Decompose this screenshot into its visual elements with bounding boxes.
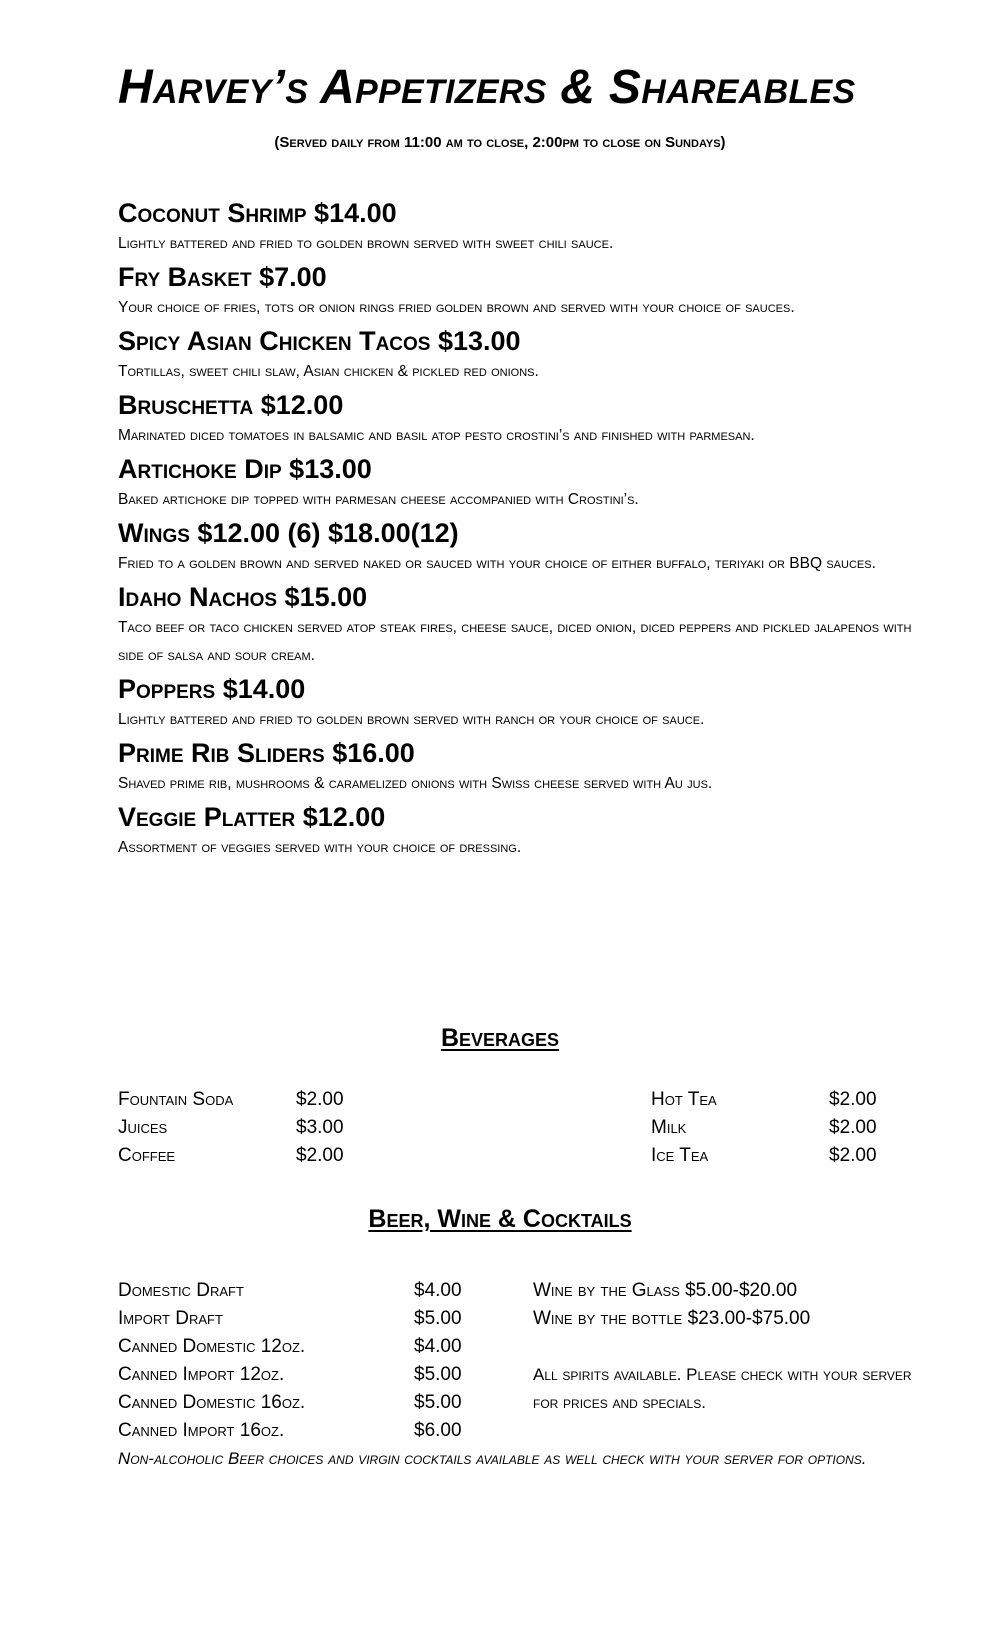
beverage-row bbox=[651, 1142, 877, 1170]
item-name: Poppers $14.00 bbox=[118, 674, 306, 704]
serving-hours: (Served daily from 11:00 am to close, 2:00pm to close on Sundays) bbox=[274, 134, 726, 151]
beverage-name: Coffee bbox=[118, 1145, 176, 1166]
beer-name: Canned Domestic 16oz. bbox=[118, 1392, 306, 1413]
beer-name: Import Draft bbox=[118, 1308, 223, 1329]
item-description: Shaved prime rib, mushrooms & caramelized onions with Swiss cheese served with Au jus. bbox=[118, 775, 713, 792]
beverages-heading bbox=[0, 1024, 1000, 1053]
bar-heading-text: Beer, Wine & Cocktails bbox=[368, 1205, 632, 1233]
item-name: Fry Basket $7.00 bbox=[118, 262, 327, 292]
item-name: Bruschetta $12.00 bbox=[118, 390, 344, 420]
appetizer-list bbox=[118, 196, 928, 864]
menu-title: Harvey’s Appetizers & Shareables bbox=[118, 61, 856, 114]
beverage-price: $2.00 bbox=[829, 1089, 877, 1110]
item-name: Veggie Platter $12.00 bbox=[118, 802, 386, 832]
beverage-name: Juices bbox=[118, 1117, 168, 1138]
beer-name: Canned Import 16oz. bbox=[118, 1420, 285, 1441]
beverages-left-column bbox=[118, 1086, 344, 1170]
beer-row bbox=[118, 1277, 462, 1305]
menu-item bbox=[118, 388, 928, 450]
beverage-row bbox=[118, 1114, 344, 1142]
beverage-price: $2.00 bbox=[829, 1145, 877, 1166]
non-alcoholic-note: Non-alcoholic Beer choices and virgin cocktails available as well check with your server for options. bbox=[118, 1449, 867, 1468]
item-name: Prime Rib Sliders $16.00 bbox=[118, 738, 415, 768]
item-description: Your choice of fries, tots or onion rings fried golden brown and served with your choice of sauces. bbox=[118, 299, 795, 316]
beer-list bbox=[118, 1277, 462, 1445]
beer-row bbox=[118, 1389, 462, 1417]
beverage-name: Hot Tea bbox=[651, 1089, 717, 1110]
item-description: Baked artichoke dip topped with parmesan cheese accompanied with Crostini’s. bbox=[118, 491, 639, 508]
menu-item bbox=[118, 196, 928, 258]
menu-item bbox=[118, 452, 928, 514]
beer-price: $5.00 bbox=[414, 1392, 462, 1413]
item-description: Assortment of veggies served with your choice of dressing. bbox=[118, 839, 522, 856]
beverages-heading-text: Beverages bbox=[440, 1024, 560, 1052]
menu-item bbox=[118, 324, 928, 386]
item-description: Tortillas, sweet chili slaw, Asian chicken & pickled red onions. bbox=[118, 363, 539, 380]
item-description: Lightly battered and fried to golden brown served with ranch or your choice of sauce. bbox=[118, 711, 705, 728]
bar-heading bbox=[0, 1205, 1000, 1234]
beverage-name: Ice Tea bbox=[651, 1145, 709, 1166]
beer-price: $5.00 bbox=[414, 1364, 462, 1385]
beer-row bbox=[118, 1417, 462, 1445]
beverage-row bbox=[118, 1086, 344, 1114]
menu-item bbox=[118, 736, 928, 798]
beverage-row bbox=[651, 1086, 877, 1114]
beverage-price: $3.00 bbox=[296, 1117, 344, 1138]
beverage-price: $2.00 bbox=[296, 1089, 344, 1110]
beverage-row bbox=[651, 1114, 877, 1142]
beverages-right-column bbox=[651, 1086, 877, 1170]
beer-price: $6.00 bbox=[414, 1420, 462, 1441]
beer-price: $5.00 bbox=[414, 1308, 462, 1329]
beer-name: Canned Import 12oz. bbox=[118, 1364, 285, 1385]
item-description: Marinated diced tomatoes in balsamic and basil atop pesto crostini’s and finished with parmesan. bbox=[118, 427, 755, 444]
menu-item bbox=[118, 580, 928, 670]
wine-by-bottle: Wine by the bottle $23.00-$75.00 bbox=[533, 1308, 811, 1329]
beverage-row bbox=[118, 1142, 344, 1170]
item-name: Wings $12.00 (6) $18.00(12) bbox=[118, 518, 459, 548]
beer-name: Canned Domestic 12oz. bbox=[118, 1336, 306, 1357]
item-name: Idaho Nachos $15.00 bbox=[118, 582, 368, 612]
beverage-name: Milk bbox=[651, 1117, 687, 1138]
menu-item bbox=[118, 800, 928, 862]
wine-list bbox=[533, 1277, 933, 1333]
beverage-name: Fountain Soda bbox=[118, 1089, 234, 1110]
menu-item bbox=[118, 516, 928, 578]
wine-by-glass: Wine by the Glass $5.00-$20.00 bbox=[533, 1280, 798, 1301]
beer-row bbox=[118, 1305, 462, 1333]
spirits-note: All spirits available. Please check with your server for prices and specials. bbox=[533, 1365, 912, 1412]
item-description: Lightly battered and fried to golden brown served with sweet chili sauce. bbox=[118, 235, 614, 252]
item-name: Spicy Asian Chicken Tacos $13.00 bbox=[118, 326, 521, 356]
beer-row bbox=[118, 1333, 462, 1361]
menu-item bbox=[118, 260, 928, 322]
item-name: Artichoke Dip $13.00 bbox=[118, 454, 372, 484]
beer-price: $4.00 bbox=[414, 1280, 462, 1301]
menu-item bbox=[118, 672, 928, 734]
item-description: Fried to a golden brown and served naked or sauced with your choice of either buffalo, teriyaki or BBQ sauces. bbox=[118, 555, 876, 572]
item-description: Taco beef or taco chicken served atop steak fires, cheese sauce, diced onion, diced peppers and pickled jalapenos with side of salsa and sour cream. bbox=[118, 619, 912, 664]
beverage-price: $2.00 bbox=[829, 1117, 877, 1138]
beverage-price: $2.00 bbox=[296, 1145, 344, 1166]
beer-price: $4.00 bbox=[414, 1336, 462, 1357]
beer-row bbox=[118, 1361, 462, 1389]
beer-name: Domestic Draft bbox=[118, 1280, 244, 1301]
item-name: Coconut Shrimp $14.00 bbox=[118, 198, 397, 228]
